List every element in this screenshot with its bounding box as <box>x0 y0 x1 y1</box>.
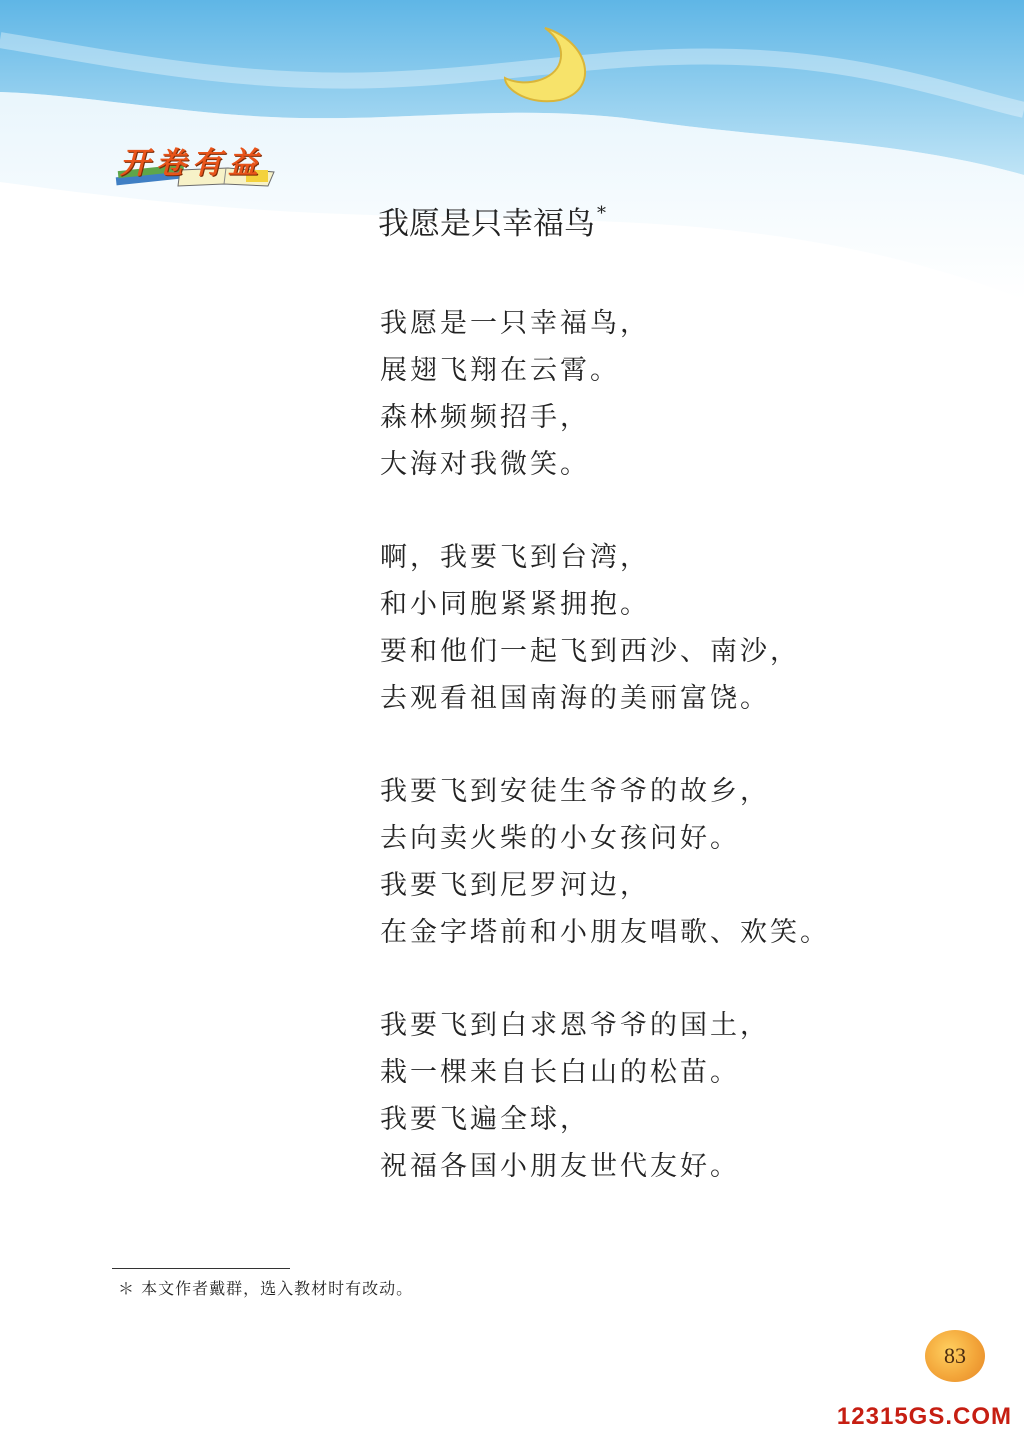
stanza <box>380 768 940 956</box>
poem-line: 我要飞遍全球， <box>380 1104 590 1135</box>
poem-line: 展翅飞翔在云霄。 <box>380 355 620 386</box>
page-number: 83 <box>944 1343 966 1368</box>
page-number-badge <box>925 1330 985 1382</box>
footnote: ＊ 本文作者戴群，选入教材时有改动。 <box>118 1279 414 1298</box>
poem-title <box>378 198 606 243</box>
poem-line: 去观看祖国南海的美丽富饶。 <box>380 683 770 714</box>
footnote-divider <box>112 1268 290 1269</box>
section-badge <box>108 140 283 190</box>
poem-line: 我要飞到尼罗河边， <box>380 870 650 901</box>
stanza <box>380 300 940 488</box>
poem-body <box>380 300 940 1236</box>
poem-line: 要和他们一起飞到西沙、南沙， <box>380 636 800 667</box>
watermark: 12315GS.COM <box>836 1403 1012 1430</box>
poem-line: 我要飞到安徒生爷爷的故乡， <box>380 776 770 807</box>
poem-line: 我愿是一只幸福鸟， <box>380 308 650 339</box>
poem-line: 啊，我要飞到台湾， <box>380 542 650 573</box>
poem-line: 祝福各国小朋友世代友好。 <box>380 1151 740 1182</box>
poem-line: 森林频频招手， <box>380 402 590 433</box>
poem-title-text: 我愿是只幸福鸟 <box>378 206 595 242</box>
poem-line: 和小同胞紧紧拥抱。 <box>380 589 650 620</box>
poem-line: 我要飞到白求恩爷爷的国土， <box>380 1010 770 1041</box>
stanza <box>380 1002 940 1190</box>
poem-line: 大海对我微笑。 <box>380 449 590 480</box>
stanza <box>380 534 940 722</box>
poem-line: 栽一棵来自长白山的松苗。 <box>380 1057 740 1088</box>
section-label: 开卷有益 <box>120 146 264 181</box>
title-footnote-mark: * <box>597 202 606 224</box>
poem-line: 去向卖火柴的小女孩问好。 <box>380 823 740 854</box>
poem-line: 在金字塔前和小朋友唱歌、欢笑。 <box>380 917 830 948</box>
